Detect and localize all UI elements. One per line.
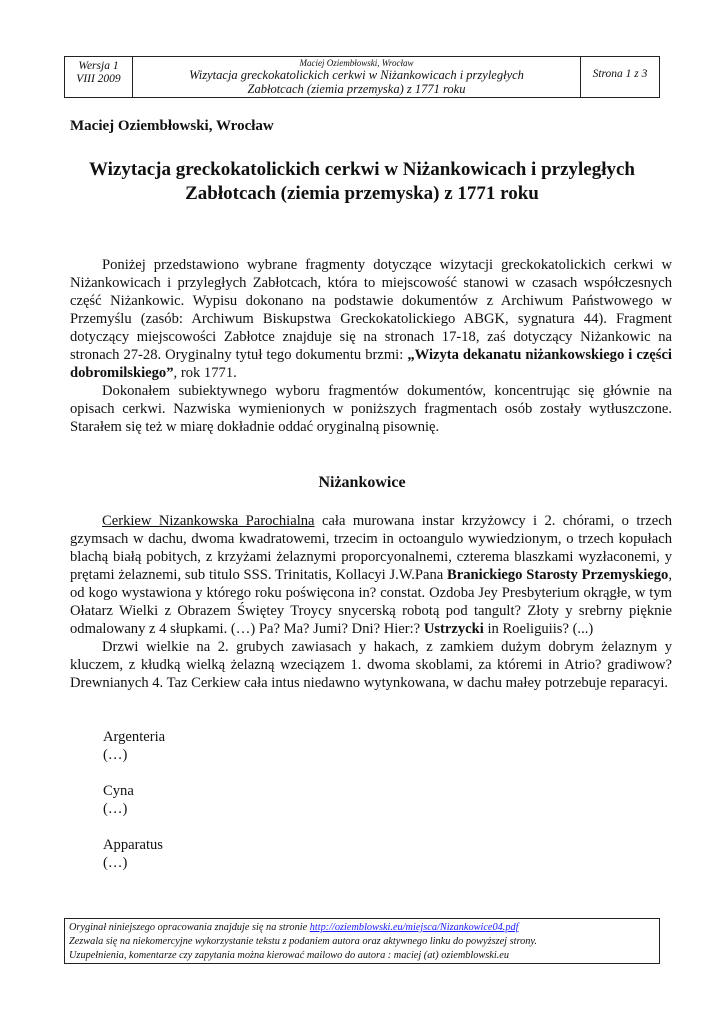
list-item-argenteria: Argenteria: [103, 729, 166, 745]
intro-paragraph-2: Dokonałem subiektywnego wyboru fragmentów dokumentów, koncentrując się głównie na opisach cerkwi. Nazwiska wymienionych w poniższych fragmentach osób zostały wytłuszczone. Starałem się też w miarę dokładnie oddać oryginalną pisownię.: [70, 383, 672, 435]
document-author: Maciej Oziembłowski, Wrocław: [70, 118, 274, 134]
list-ellipsis: (…): [103, 855, 128, 871]
footer-line1-text: Oryginał niniejszego opracowania znajduje się na stronie: [69, 922, 310, 933]
list-item-apparatus: Apparatus: [103, 837, 163, 853]
original-title: „Wizyta dekanatu niżankowskiego i części dobromilskiego”: [70, 347, 672, 381]
footer-line2: Zezwala się na niekomercyjne wykorzystanie tekstu z podaniem autora oraz aktywnego linku do powyższej strony.: [69, 936, 537, 947]
church-name: Cerkiew Nizankowska Parochialna: [102, 513, 315, 529]
document-title: [64, 158, 660, 206]
header-date: VIII 2009: [76, 73, 121, 85]
page-header: [64, 56, 660, 98]
footer-line1: [69, 921, 655, 935]
section-p1-b: , od kogo wystawiona y którego roku poświęcona in? constat. Ozdoba Jey Presbyterium okrągłe, w tym Ołatarz Wielki z Obrazem Świętey Troycy snycerską robotą pod tangult? Złoty y srebrny pięknie odmalowany z 4 słupkami. (…) Pa? Ma? Jumi? Dni? Hier:?: [70, 567, 672, 637]
header-author: Maciej Oziembłowski, Wrocław: [299, 58, 414, 68]
source-link[interactable]: http://oziemblowski.eu/miejsca/Nizankowice04.pdf: [309, 922, 519, 933]
list-ellipsis: (…): [103, 801, 128, 817]
title-line2: Zabłotcach (ziemia przemyska) z 1771 roku: [185, 183, 539, 204]
intro-p1-end: , rok 1771.: [173, 365, 237, 381]
header-version-cell: [65, 57, 133, 97]
person-name-branicki: Branickiego Starosty Przemyskiego: [447, 567, 669, 583]
section-p1-c: in Roeliguiis? (...): [483, 621, 594, 637]
header-version: Wersja 1: [78, 60, 119, 72]
intro-paragraph-1: [70, 256, 672, 382]
inventory-list: [103, 728, 165, 872]
section-heading: Niżankowice: [318, 474, 406, 491]
section-paragraph-2: Drzwi wielkie na 2. grubych zawiasach y hakach, z zamkiem dużym dobrym żelaznym y kluczem, z kłudką wielką żelazną wzeciązem 1. dwoma skoblami, za któremi in Atrio? gradiwow? Drewnianych 4. Taz Cerkiew cała intus niedawno wytynkowana, w dachu małey potrzebuje reparacyi.: [70, 639, 672, 691]
person-name-ustrzycki: Ustrzycki: [423, 621, 484, 637]
list-item-cyna: Cyna: [103, 783, 134, 799]
header-title-line2: Zabłotcach (ziemia przemyska) z 1771 roku: [247, 82, 466, 96]
intro-section: [70, 256, 672, 436]
intro-p1-text: Poniżej przedstawiono wybrane fragmenty dotyczące wizytacji greckokatolickich cerkwi w Niżankowicach i przyległych Zabłotcach, która to miejscowość stanowi w czasach współczesnych część Niżankowic. Wypisu dokonano na podstawie dokumentów z Archiwum Państwowego w Przemyślu (zasób: Archiwum Biskupstwa Greckokatolickiego ABGK, sygnatura 44). Fragment dotyczący miejscowości Zabłotce znajduje się na stronach 17-18, zaś dotyczący Niżankowic na stronach 27-28. Oryginalny tytuł tego dokumentu brzmi:: [70, 257, 672, 363]
section-body: [70, 512, 672, 692]
section-paragraph-1: [70, 512, 672, 638]
header-page-number: Strona 1 z 3: [592, 68, 648, 80]
title-line1: Wizytacja greckokatolickich cerkwi w Niżankowicach i przyległych: [89, 159, 635, 180]
list-ellipsis: (…): [103, 747, 128, 763]
header-title-cell: [133, 57, 581, 97]
footer-line3: Uzupełnienia, komentarze czy zapytania można kierować mailowo do autora : maciej (at) oziemblowski.eu: [69, 950, 510, 961]
page-footer: [64, 918, 660, 964]
section-p1-a: cała murowana instar krzyżowcy i 2. chórami, o trzech gzymsach w dachu, dwoma kwadratowemi, trzecim in octoangulo wywiedzionym, o trzech kopułach blachą białą pobitych, z krzyżami żelaznymi proporcyonalnemi, czterema blaszkami wyzłaconemi, y prętami żelaznemi, sub titulo SSS. Trinitatis, Kollacyi J.W.Pana: [70, 513, 672, 583]
header-title-line1: Wizytacja greckokatolickich cerkwi w Niżankowicach i przyległych: [189, 68, 524, 82]
